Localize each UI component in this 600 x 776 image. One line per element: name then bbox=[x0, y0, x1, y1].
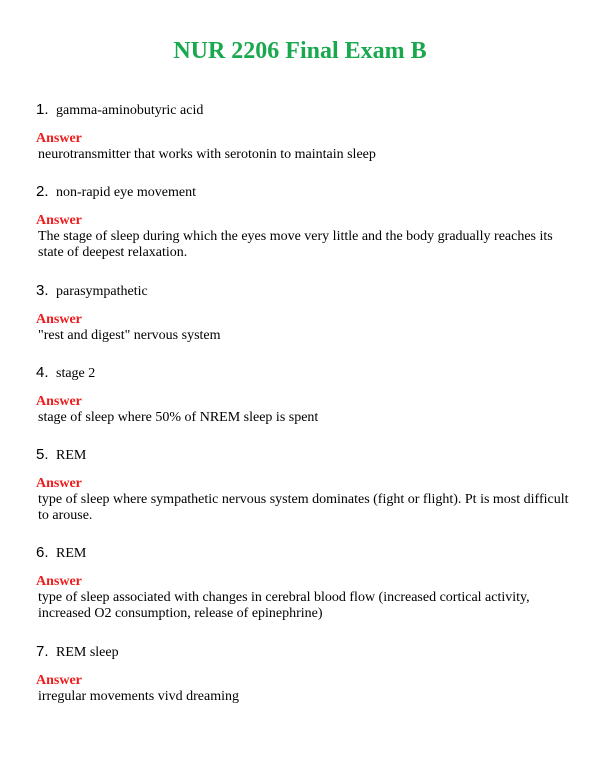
question-term: stage 2 bbox=[56, 366, 96, 381]
question-item-6 bbox=[36, 542, 570, 622]
question-term: gamma-aminobutyric acid bbox=[56, 103, 204, 118]
question-item-4 bbox=[36, 362, 570, 426]
answer-label: Answer bbox=[36, 213, 82, 228]
answer-label: Answer bbox=[36, 673, 82, 688]
question-item-7 bbox=[36, 641, 570, 705]
answer-text: The stage of sleep during which the eyes move very little and the body gradually reaches its state of deepest relaxation. bbox=[38, 229, 553, 260]
answer-label: Answer bbox=[36, 394, 82, 409]
answer-text: type of sleep associated with changes in cerebral blood flow (increased cortical activity, increased O2 consumption, release of epinephrine) bbox=[38, 590, 530, 621]
question-term: REM bbox=[56, 448, 87, 463]
question-number: 5. bbox=[36, 446, 49, 463]
answer-text: stage of sleep where 50% of NREM sleep is spent bbox=[38, 410, 319, 425]
answer-text: "rest and digest" nervous system bbox=[38, 328, 221, 343]
answer-text: type of sleep where sympathetic nervous system dominates (fight or flight). Pt is most difficult to arouse. bbox=[38, 492, 569, 523]
question-term: REM sleep bbox=[56, 645, 119, 660]
question-number: 3. bbox=[36, 282, 49, 299]
question-term: non-rapid eye movement bbox=[56, 185, 196, 200]
page-title: NUR 2206 Final Exam B bbox=[173, 38, 427, 64]
answer-label: Answer bbox=[36, 312, 82, 327]
answer-text: neurotransmitter that works with serotonin to maintain sleep bbox=[38, 147, 376, 162]
question-term: REM bbox=[56, 546, 87, 561]
answer-label: Answer bbox=[36, 476, 82, 491]
question-item-3 bbox=[36, 280, 570, 344]
question-item-1 bbox=[36, 99, 570, 163]
question-number: 4. bbox=[36, 364, 49, 381]
question-number: 6. bbox=[36, 544, 49, 561]
question-item-2 bbox=[36, 181, 570, 261]
answer-text: irregular movements vivd dreaming bbox=[38, 689, 239, 704]
question-number: 2. bbox=[36, 183, 49, 200]
question-number: 1. bbox=[36, 101, 49, 118]
question-number: 7. bbox=[36, 643, 49, 660]
answer-label: Answer bbox=[36, 574, 82, 589]
question-term: parasympathetic bbox=[56, 284, 148, 299]
question-item-5 bbox=[36, 444, 570, 524]
answer-label: Answer bbox=[36, 131, 82, 146]
